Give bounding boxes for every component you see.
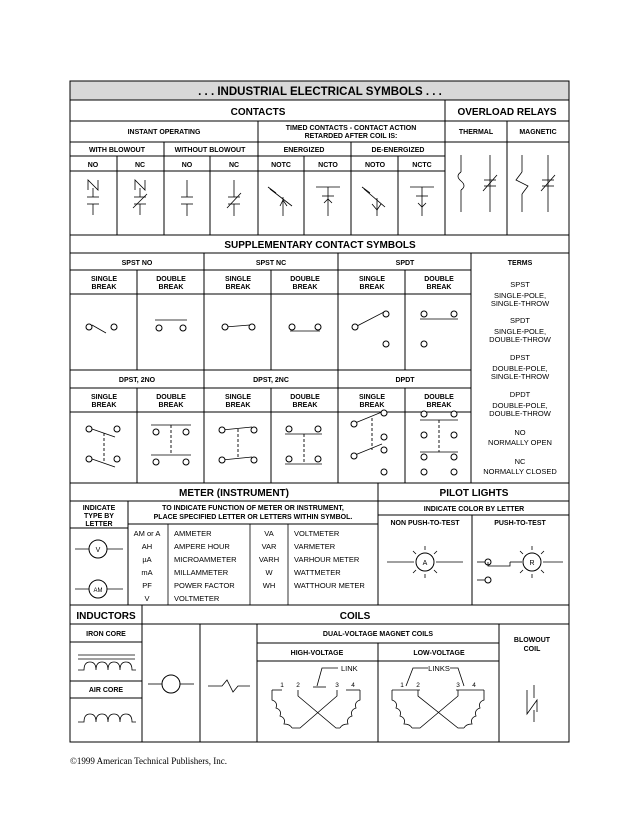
non-push-to-test-label: NON PUSH-TO-TEST (390, 520, 460, 527)
single-break-6: SINGLE (358, 394, 386, 401)
dpdt-single-symbol (351, 410, 387, 475)
term-dpdt: DPDT (509, 390, 531, 399)
meter-name-8: VARMETER (294, 542, 336, 551)
hv-terminal-1: 1 (280, 682, 284, 689)
single-break-6b: BREAK (359, 402, 385, 409)
spdt-single-symbol (352, 311, 389, 347)
meter-abbr-6: V (144, 594, 150, 603)
hv-terminal-3: 3 (335, 682, 339, 689)
blowout-coil-label-2: COIL (523, 646, 541, 653)
dpst-2nc-label: DPST, 2NC (253, 377, 289, 384)
dpdt-label: DPDT (395, 377, 415, 384)
indicate-color-label: INDICATE COLOR BY LETTER (423, 506, 525, 513)
overload-title: OVERLOAD RELAYS (457, 107, 557, 118)
with-blowout-label: WITH BLOWOUT (89, 147, 145, 154)
spst-nc-double-symbol (289, 324, 321, 331)
copyright-notice: ©1999 American Technical Publishers, Inc. (70, 756, 228, 766)
meter-function-1: TO INDICATE FUNCTION OF METER OR INSTRUMENT, (162, 505, 344, 512)
meter-name-1: AMMETER (174, 529, 212, 538)
col-nc-1: NC (134, 162, 146, 169)
double-break-4b: BREAK (158, 402, 184, 409)
single-break-4: SINGLE (90, 394, 118, 401)
single-break-3: SINGLE (358, 276, 386, 283)
contact-notc-symbol (268, 187, 292, 216)
iron-core-inductor-symbol (78, 655, 136, 670)
col-notc: NOTC (271, 162, 291, 169)
blowout-coil-label: BLOWOUT (513, 637, 551, 644)
term-dpst-desc-2: SINGLE-THROW (490, 372, 550, 381)
de-energized-label: DE-ENERGIZED (371, 147, 425, 154)
contact-noto-symbol (362, 187, 385, 216)
magnetic-label: MAGNETIC (519, 129, 557, 136)
blowout-coil-symbol (527, 685, 537, 722)
spdt-double-symbol (420, 311, 458, 347)
lv-terminal-4: 4 (472, 682, 476, 689)
double-break-3b: BREAK (426, 284, 452, 291)
coil-circle-symbol (148, 675, 194, 693)
dpst-2no-label: DPST, 2NO (118, 377, 156, 384)
col-noto: NOTO (364, 162, 386, 169)
double-break-6b: BREAK (426, 402, 452, 409)
contact-no-blowout-symbol (87, 180, 99, 215)
pilot-light-non-push-symbol (387, 546, 463, 578)
meter-abbr-4: mA (141, 568, 153, 577)
inductors-coils-grid (70, 605, 569, 742)
indicate-type-1: INDICATE (82, 505, 116, 512)
thermal-overload-symbol (458, 155, 497, 212)
contact-no-symbol (181, 180, 193, 216)
single-break-1b: BREAK (91, 284, 117, 291)
iron-core-label: IRON CORE (86, 631, 126, 638)
double-break-3: DOUBLE (424, 276, 454, 283)
timed-contacts-label-2: RETARDED AFTER COIL IS: (304, 133, 398, 140)
inductors-title: INDUCTORS (76, 611, 136, 622)
meter-abbr-3: µA (142, 555, 152, 564)
meter-name-10: WATTMETER (294, 568, 341, 577)
links-label: LINKS (428, 664, 450, 673)
meter-abbr-5: PF (142, 581, 152, 590)
meter-name-3: MICROAMMETER (174, 555, 237, 564)
col-no-2: NO (181, 162, 193, 169)
thermal-label: THERMAL (458, 129, 494, 136)
meter-name-9: VARHOUR METER (294, 555, 360, 564)
air-core-inductor-symbol (78, 714, 136, 722)
single-break-3b: BREAK (359, 284, 385, 291)
lv-terminal-3: 3 (456, 682, 460, 689)
meter-v-symbol (75, 540, 123, 558)
instant-operating-label: INSTANT OPERATING (127, 129, 201, 136)
hv-terminal-4: 4 (351, 682, 355, 689)
page-title: . . . INDUSTRIAL ELECTRICAL SYMBOLS . . . (198, 86, 442, 98)
term-no: NO (514, 428, 526, 437)
energized-label: ENERGIZED (283, 147, 325, 154)
spst-nc-label: SPST NC (255, 260, 287, 267)
terms-label: TERMS (507, 260, 533, 267)
indicate-type-3: LETTER (85, 521, 113, 528)
low-voltage-coil-symbol (392, 664, 484, 728)
term-dpdt-desc-1: DOUBLE-POLE, (492, 401, 548, 410)
contact-nc-symbol (227, 180, 241, 216)
spst-nc-single-symbol (222, 324, 255, 330)
hv-terminal-2: 2 (296, 682, 300, 689)
single-break-4b: BREAK (91, 402, 117, 409)
air-core-label: AIR CORE (88, 687, 124, 694)
break-headers-top (91, 276, 454, 291)
high-voltage-label: HIGH-VOLTAGE (290, 650, 344, 657)
single-break-5b: BREAK (225, 402, 251, 409)
meter-name-6: VOLTMETER (174, 594, 220, 603)
supplementary-title: SUPPLEMENTARY CONTACT SYMBOLS (224, 240, 416, 251)
term-spst-desc-1: SINGLE-POLE, (493, 291, 547, 300)
term-spdt: SPDT (509, 316, 531, 325)
term-dpst-desc-1: DOUBLE-POLE, (492, 364, 548, 373)
dpst-2no-single-symbol (86, 426, 120, 467)
meter-abbr-8: VAR (261, 542, 277, 551)
coil-zigzag-symbol (208, 680, 250, 692)
pilot-letter-r: R (529, 560, 535, 567)
double-break-1: DOUBLE (156, 276, 186, 283)
term-spdt-desc-2: DOUBLE-THROW (489, 335, 551, 344)
low-voltage-label: LOW-VOLTAGE (413, 650, 465, 657)
dual-voltage-label: DUAL-VOLTAGE MAGNET COILS (322, 631, 434, 638)
double-break-5: DOUBLE (290, 394, 320, 401)
push-to-test-label: PUSH-TO-TEST (494, 520, 546, 527)
term-dpdt-desc-2: DOUBLE-THROW (489, 409, 551, 418)
term-nc: NC (514, 457, 526, 466)
spst-no-single-symbol (86, 324, 117, 333)
contact-ncto-symbol (316, 187, 340, 216)
single-break-5: SINGLE (224, 394, 252, 401)
indicate-type-2: TYPE BY (84, 513, 114, 520)
link-label: LINK (341, 664, 358, 673)
col-ncto: NCTO (318, 162, 338, 169)
meter-name-2: AMPERE HOUR (174, 542, 230, 551)
term-no-desc: NORMALLY OPEN (488, 438, 552, 447)
lv-terminal-1: 1 (400, 682, 404, 689)
meter-name-4: MILLAMMETER (174, 568, 229, 577)
magnetic-overload-symbol (516, 155, 555, 212)
single-break-1: SINGLE (90, 276, 118, 283)
spst-no-double-symbol (155, 320, 187, 331)
pilot-letter-a: A (422, 560, 428, 567)
meter-abbr-2: AH (141, 542, 153, 551)
meter-name-5: POWER FACTOR (174, 581, 235, 590)
contact-nc-blowout-symbol (133, 180, 147, 215)
meter-am-letter: AM (93, 588, 103, 594)
pilot-light-push-symbol (477, 546, 563, 583)
dpst-2nc-single-symbol (219, 427, 257, 463)
pilot-title: PILOT LIGHTS (439, 488, 509, 499)
single-break-2: SINGLE (224, 276, 252, 283)
double-break-4: DOUBLE (156, 394, 186, 401)
meter-abbr-9: VARH (258, 555, 280, 564)
spst-no-label: SPST NO (121, 260, 153, 267)
term-dpst: DPST (509, 353, 531, 362)
high-voltage-coil-symbol (272, 664, 360, 728)
meter-abbr-10: W (265, 568, 273, 577)
terms-list (483, 280, 557, 476)
meter-function-2: PLACE SPECIFIED LETTER OR LETTERS WITHIN SYMBOL. (153, 514, 353, 521)
meter-v-letter: V (95, 547, 101, 554)
timed-contacts-label: TIMED CONTACTS - CONTACT ACTION (285, 125, 417, 132)
meter-title: METER (INSTRUMENT) (179, 488, 289, 499)
meter-abbr-11: WH (262, 581, 276, 590)
without-blowout-label: WITHOUT BLOWOUT (174, 147, 246, 154)
coils-title: COILS (339, 611, 371, 622)
spdt-label: SPDT (395, 260, 415, 267)
meter-abbr-1: AM or A (133, 529, 161, 538)
term-spdt-desc-1: SINGLE-POLE, (493, 327, 547, 336)
meter-name-7: VOLTMETER (294, 529, 340, 538)
lv-terminal-2: 2 (416, 682, 420, 689)
col-nctc: NCTC (412, 162, 432, 169)
term-spst: SPST (510, 280, 530, 289)
dpst-2nc-double-symbol (285, 426, 322, 464)
contacts-title: CONTACTS (230, 107, 286, 118)
meter-am-symbol (75, 580, 123, 598)
term-spst-desc-2: SINGLE-THROW (490, 299, 550, 308)
term-nc-desc: NORMALLY CLOSED (483, 467, 557, 476)
single-break-2b: BREAK (225, 284, 251, 291)
meter-abbreviations (134, 529, 366, 603)
col-nc-2: NC (228, 162, 240, 169)
double-break-6: DOUBLE (424, 394, 454, 401)
meter-abbr-7: VA (264, 529, 274, 538)
dpst-2no-double-symbol (151, 425, 191, 465)
meter-name-11: WATTHOUR METER (294, 581, 365, 590)
dpdt-double-symbol (420, 411, 458, 475)
col-no-1: NO (87, 162, 99, 169)
double-break-2: DOUBLE (290, 276, 320, 283)
double-break-1b: BREAK (158, 284, 184, 291)
double-break-5b: BREAK (292, 402, 318, 409)
break-headers-bottom (91, 394, 454, 409)
contact-nctc-symbol (410, 187, 434, 216)
double-break-2b: BREAK (292, 284, 318, 291)
